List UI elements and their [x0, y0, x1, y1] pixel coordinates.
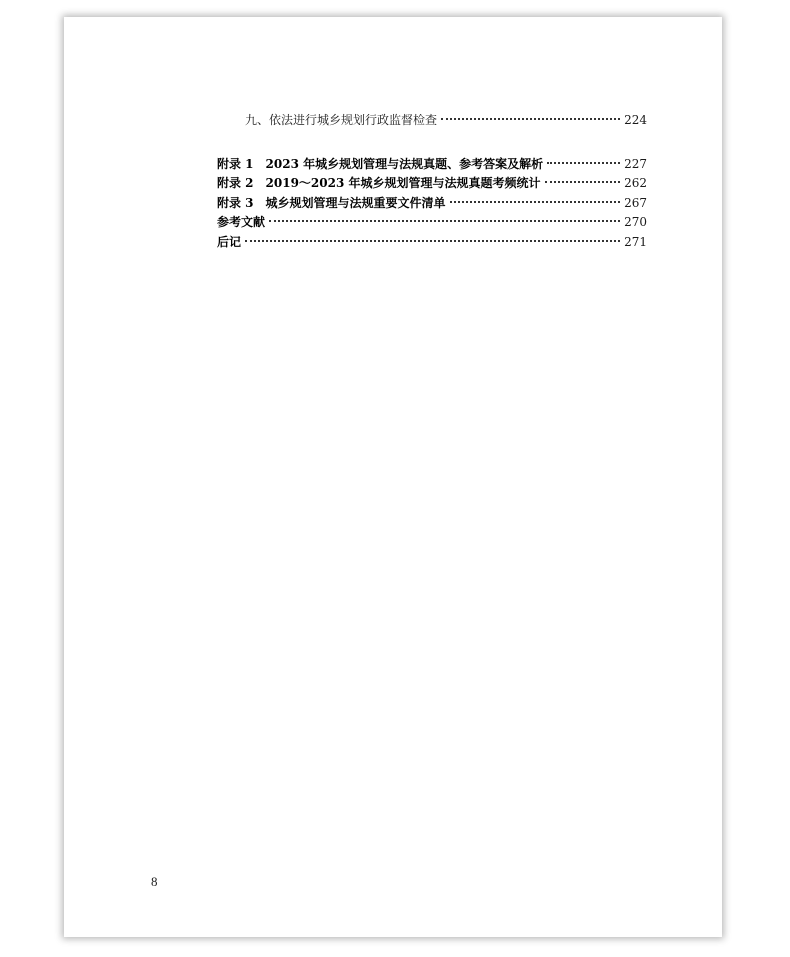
toc-dot-leader [450, 201, 621, 203]
toc-entry-appendix-3[interactable] [217, 195, 647, 211]
toc-entry-label [217, 175, 541, 191]
toc-entry-references[interactable] [217, 214, 647, 230]
toc-entry-label: 后记 [217, 235, 242, 249]
appendix-prefix: 附录 1 [217, 157, 254, 171]
toc-dot-leader [441, 118, 620, 120]
toc-page-number: 262 [624, 176, 647, 190]
toc-entry-label [217, 195, 446, 211]
toc-entry-appendix-2[interactable] [217, 175, 647, 191]
page-number: 8 [151, 874, 158, 889]
toc-entry-label [217, 156, 543, 172]
toc-entry-afterword[interactable] [217, 234, 647, 250]
toc-page-number: 270 [624, 215, 647, 229]
book-page [64, 17, 722, 937]
appendix-title: 2023 年城乡规划管理与法规真题、参考答案及解析 [265, 157, 544, 171]
toc-entry-appendix-1[interactable] [217, 156, 647, 172]
toc-page-number: 227 [624, 157, 647, 171]
toc-entry-section-nine[interactable] [245, 112, 647, 128]
toc-page-number: 271 [624, 235, 647, 249]
toc-dot-leader [545, 181, 621, 183]
toc-dot-leader [245, 240, 620, 242]
toc-page-number: 267 [624, 196, 647, 210]
toc-page-number: 224 [624, 113, 647, 127]
appendix-prefix: 附录 2 [217, 176, 254, 190]
toc-entry-label: 九、依法进行城乡规划行政监督检查 [245, 113, 438, 127]
toc-dot-leader [547, 162, 620, 164]
toc-dot-leader [269, 220, 620, 222]
appendix-title: 2019～2023 年城乡规划管理与法规真题考频统计 [265, 176, 541, 190]
appendix-title: 城乡规划管理与法规重要文件清单 [265, 196, 446, 210]
toc-entry-label: 参考文献 [217, 215, 266, 229]
appendix-prefix: 附录 3 [217, 196, 254, 210]
